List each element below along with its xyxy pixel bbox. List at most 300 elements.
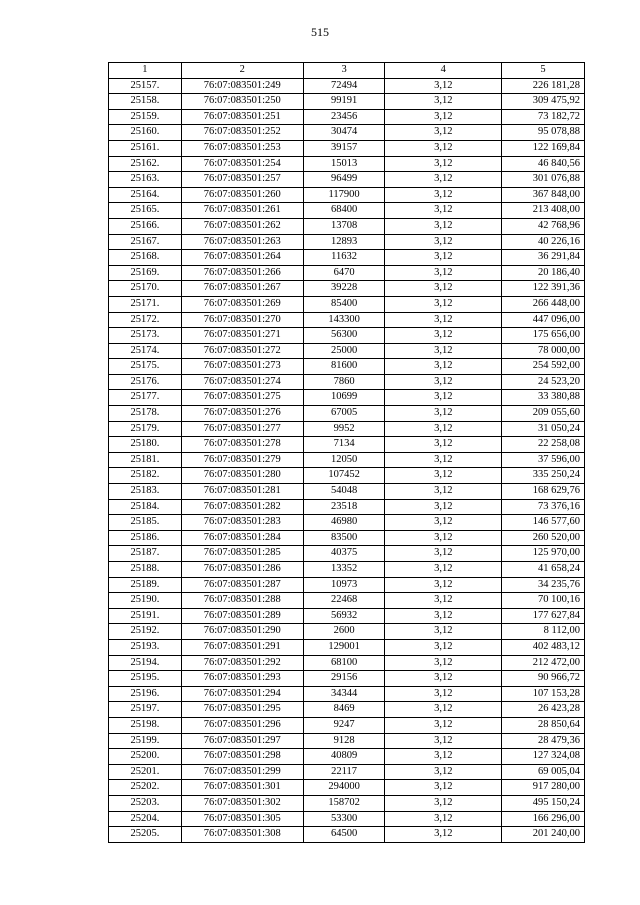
row-number-cell: 25171. — [109, 296, 182, 312]
rate-cell: 3,12 — [385, 452, 502, 468]
amount-cell: 201 240,00 — [502, 827, 585, 843]
table-row — [109, 780, 585, 796]
row-number-cell: 25199. — [109, 733, 182, 749]
row-number-cell: 25188. — [109, 562, 182, 578]
rate-cell: 3,12 — [385, 437, 502, 453]
amount-cell: 34 235,76 — [502, 577, 585, 593]
rate-cell: 3,12 — [385, 764, 502, 780]
row-number-cell: 25166. — [109, 218, 182, 234]
row-number-cell: 25179. — [109, 421, 182, 437]
table-row — [109, 78, 585, 94]
rate-cell: 3,12 — [385, 265, 502, 281]
row-number-cell: 25164. — [109, 187, 182, 203]
table-row — [109, 452, 585, 468]
row-number-cell: 25197. — [109, 702, 182, 718]
value-cell: 8469 — [303, 702, 385, 718]
rate-cell: 3,12 — [385, 374, 502, 390]
value-cell: 39228 — [303, 281, 385, 297]
rate-cell: 3,12 — [385, 795, 502, 811]
cadastral-number-cell: 76:07:083501:254 — [181, 156, 303, 172]
cadastral-number-cell: 76:07:083501:286 — [181, 562, 303, 578]
amount-cell: 335 250,24 — [502, 468, 585, 484]
row-number-cell: 25198. — [109, 717, 182, 733]
amount-cell: 122 169,84 — [502, 140, 585, 156]
cadastral-number-cell: 76:07:083501:272 — [181, 343, 303, 359]
table-row — [109, 94, 585, 110]
rate-cell: 3,12 — [385, 218, 502, 234]
amount-cell: 402 483,12 — [502, 639, 585, 655]
cadastral-number-cell: 76:07:083501:269 — [181, 296, 303, 312]
rate-cell: 3,12 — [385, 624, 502, 640]
value-cell: 39157 — [303, 140, 385, 156]
value-cell: 11632 — [303, 250, 385, 266]
row-number-cell: 25184. — [109, 499, 182, 515]
cadastral-number-cell: 76:07:083501:301 — [181, 780, 303, 796]
rate-cell: 3,12 — [385, 733, 502, 749]
table-row — [109, 172, 585, 188]
table-row — [109, 125, 585, 141]
value-cell: 143300 — [303, 312, 385, 328]
rate-cell: 3,12 — [385, 172, 502, 188]
rate-cell: 3,12 — [385, 639, 502, 655]
value-cell: 34344 — [303, 686, 385, 702]
rate-cell: 3,12 — [385, 671, 502, 687]
page-number: 515 — [311, 25, 329, 39]
row-number-cell: 25178. — [109, 406, 182, 422]
value-cell: 96499 — [303, 172, 385, 188]
amount-cell: 209 055,60 — [502, 406, 585, 422]
table-row — [109, 484, 585, 500]
row-number-cell: 25201. — [109, 764, 182, 780]
value-cell: 99191 — [303, 94, 385, 110]
rate-cell: 3,12 — [385, 468, 502, 484]
cadastral-number-cell: 76:07:083501:284 — [181, 530, 303, 546]
rate-cell: 3,12 — [385, 499, 502, 515]
amount-cell: 495 150,24 — [502, 795, 585, 811]
amount-cell: 42 768,96 — [502, 218, 585, 234]
cadastral-number-cell: 76:07:083501:267 — [181, 281, 303, 297]
value-cell: 67005 — [303, 406, 385, 422]
cadastral-number-cell: 76:07:083501:263 — [181, 234, 303, 250]
column-header: 3 — [303, 63, 385, 79]
table-row — [109, 608, 585, 624]
row-number-cell: 25161. — [109, 140, 182, 156]
rate-cell: 3,12 — [385, 593, 502, 609]
table-row — [109, 593, 585, 609]
table-row — [109, 296, 585, 312]
amount-cell: 73 182,72 — [502, 109, 585, 125]
cadastral-number-cell: 76:07:083501:287 — [181, 577, 303, 593]
table-row — [109, 655, 585, 671]
rate-cell: 3,12 — [385, 702, 502, 718]
table-row — [109, 156, 585, 172]
row-number-cell: 25193. — [109, 639, 182, 655]
table-row — [109, 406, 585, 422]
amount-cell: 254 592,00 — [502, 359, 585, 375]
value-cell: 129001 — [303, 639, 385, 655]
table-header-row — [109, 63, 585, 79]
cadastral-number-cell: 76:07:083501:262 — [181, 218, 303, 234]
amount-cell: 175 656,00 — [502, 328, 585, 344]
row-number-cell: 25200. — [109, 749, 182, 765]
cadastral-number-cell: 76:07:083501:279 — [181, 452, 303, 468]
rate-cell: 3,12 — [385, 827, 502, 843]
row-number-cell: 25194. — [109, 655, 182, 671]
amount-cell: 213 408,00 — [502, 203, 585, 219]
rate-cell: 3,12 — [385, 187, 502, 203]
amount-cell: 8 112,00 — [502, 624, 585, 640]
row-number-cell: 25162. — [109, 156, 182, 172]
rate-cell: 3,12 — [385, 312, 502, 328]
cadastral-number-cell: 76:07:083501:260 — [181, 187, 303, 203]
cadastral-number-cell: 76:07:083501:285 — [181, 546, 303, 562]
amount-cell: 46 840,56 — [502, 156, 585, 172]
value-cell: 13708 — [303, 218, 385, 234]
row-number-cell: 25190. — [109, 593, 182, 609]
amount-cell: 33 380,88 — [502, 390, 585, 406]
amount-cell: 28 479,36 — [502, 733, 585, 749]
row-number-cell: 25165. — [109, 203, 182, 219]
row-number-cell: 25157. — [109, 78, 182, 94]
amount-cell: 78 000,00 — [502, 343, 585, 359]
table-row — [109, 702, 585, 718]
rate-cell: 3,12 — [385, 234, 502, 250]
value-cell: 6470 — [303, 265, 385, 281]
row-number-cell: 25170. — [109, 281, 182, 297]
row-number-cell: 25181. — [109, 452, 182, 468]
table-row — [109, 187, 585, 203]
value-cell: 15013 — [303, 156, 385, 172]
table-row — [109, 639, 585, 655]
amount-cell: 95 078,88 — [502, 125, 585, 141]
rate-cell: 3,12 — [385, 530, 502, 546]
table-row — [109, 562, 585, 578]
amount-cell: 226 181,28 — [502, 78, 585, 94]
table-row — [109, 265, 585, 281]
cadastral-number-cell: 76:07:083501:283 — [181, 515, 303, 531]
cadastral-number-cell: 76:07:083501:308 — [181, 827, 303, 843]
amount-cell: 166 296,00 — [502, 811, 585, 827]
row-number-cell: 25202. — [109, 780, 182, 796]
row-number-cell: 25169. — [109, 265, 182, 281]
rate-cell: 3,12 — [385, 359, 502, 375]
table-row — [109, 250, 585, 266]
rate-cell: 3,12 — [385, 749, 502, 765]
value-cell: 12050 — [303, 452, 385, 468]
value-cell: 56932 — [303, 608, 385, 624]
row-number-cell: 25187. — [109, 546, 182, 562]
table-row — [109, 546, 585, 562]
amount-cell: 212 472,00 — [502, 655, 585, 671]
rate-cell: 3,12 — [385, 717, 502, 733]
table-row — [109, 733, 585, 749]
table-row — [109, 499, 585, 515]
amount-cell: 125 970,00 — [502, 546, 585, 562]
value-cell: 68100 — [303, 655, 385, 671]
cadastral-number-cell: 76:07:083501:270 — [181, 312, 303, 328]
amount-cell: 22 258,08 — [502, 437, 585, 453]
value-cell: 85400 — [303, 296, 385, 312]
amount-cell: 26 423,28 — [502, 702, 585, 718]
value-cell: 64500 — [303, 827, 385, 843]
table-row — [109, 577, 585, 593]
cadastral-number-cell: 76:07:083501:299 — [181, 764, 303, 780]
table-row — [109, 530, 585, 546]
value-cell: 294000 — [303, 780, 385, 796]
value-cell: 7860 — [303, 374, 385, 390]
rate-cell: 3,12 — [385, 125, 502, 141]
amount-cell: 122 391,36 — [502, 281, 585, 297]
row-number-cell: 25183. — [109, 484, 182, 500]
column-header: 4 — [385, 63, 502, 79]
table-row — [109, 468, 585, 484]
amount-cell: 177 627,84 — [502, 608, 585, 624]
table-row — [109, 140, 585, 156]
row-number-cell: 25182. — [109, 468, 182, 484]
row-number-cell: 25159. — [109, 109, 182, 125]
cadastral-number-cell: 76:07:083501:280 — [181, 468, 303, 484]
amount-cell: 37 596,00 — [502, 452, 585, 468]
cadastral-number-cell: 76:07:083501:305 — [181, 811, 303, 827]
rate-cell: 3,12 — [385, 780, 502, 796]
amount-cell: 127 324,08 — [502, 749, 585, 765]
table-row — [109, 795, 585, 811]
cadastral-number-cell: 76:07:083501:271 — [181, 328, 303, 344]
cadastral-number-cell: 76:07:083501:252 — [181, 125, 303, 141]
row-number-cell: 25176. — [109, 374, 182, 390]
value-cell: 23456 — [303, 109, 385, 125]
amount-cell: 40 226,16 — [502, 234, 585, 250]
row-number-cell: 25160. — [109, 125, 182, 141]
table-row — [109, 421, 585, 437]
cadastral-number-cell: 76:07:083501:288 — [181, 593, 303, 609]
row-number-cell: 25174. — [109, 343, 182, 359]
value-cell: 23518 — [303, 499, 385, 515]
table-row — [109, 437, 585, 453]
rate-cell: 3,12 — [385, 546, 502, 562]
table-row — [109, 234, 585, 250]
cadastral-number-cell: 76:07:083501:278 — [181, 437, 303, 453]
cadastral-number-cell: 76:07:083501:293 — [181, 671, 303, 687]
amount-cell: 146 577,60 — [502, 515, 585, 531]
table-row — [109, 811, 585, 827]
table-row — [109, 218, 585, 234]
amount-cell: 41 658,24 — [502, 562, 585, 578]
value-cell: 30474 — [303, 125, 385, 141]
table-row — [109, 686, 585, 702]
amount-cell: 168 629,76 — [502, 484, 585, 500]
value-cell: 25000 — [303, 343, 385, 359]
column-header: 2 — [181, 63, 303, 79]
rate-cell: 3,12 — [385, 281, 502, 297]
amount-cell: 36 291,84 — [502, 250, 585, 266]
row-number-cell: 25189. — [109, 577, 182, 593]
cadastral-number-cell: 76:07:083501:294 — [181, 686, 303, 702]
cadastral-number-cell: 76:07:083501:264 — [181, 250, 303, 266]
value-cell: 46980 — [303, 515, 385, 531]
rate-cell: 3,12 — [385, 608, 502, 624]
cadastral-number-cell: 76:07:083501:282 — [181, 499, 303, 515]
table-row — [109, 109, 585, 125]
value-cell: 54048 — [303, 484, 385, 500]
table-row — [109, 203, 585, 219]
table-row — [109, 515, 585, 531]
amount-cell: 69 005,04 — [502, 764, 585, 780]
amount-cell: 31 050,24 — [502, 421, 585, 437]
rate-cell: 3,12 — [385, 484, 502, 500]
cadastral-number-cell: 76:07:083501:295 — [181, 702, 303, 718]
rate-cell: 3,12 — [385, 78, 502, 94]
value-cell: 117900 — [303, 187, 385, 203]
cadastral-number-cell: 76:07:083501:292 — [181, 655, 303, 671]
row-number-cell: 25167. — [109, 234, 182, 250]
row-number-cell: 25163. — [109, 172, 182, 188]
value-cell: 68400 — [303, 203, 385, 219]
amount-cell: 301 076,88 — [502, 172, 585, 188]
rate-cell: 3,12 — [385, 343, 502, 359]
rate-cell: 3,12 — [385, 515, 502, 531]
column-header: 5 — [502, 63, 585, 79]
cadastral-number-cell: 76:07:083501:281 — [181, 484, 303, 500]
rate-cell: 3,12 — [385, 140, 502, 156]
table-row — [109, 827, 585, 843]
value-cell: 9952 — [303, 421, 385, 437]
rate-cell: 3,12 — [385, 406, 502, 422]
row-number-cell: 25185. — [109, 515, 182, 531]
row-number-cell: 25177. — [109, 390, 182, 406]
amount-cell: 266 448,00 — [502, 296, 585, 312]
cadastral-number-cell: 76:07:083501:277 — [181, 421, 303, 437]
row-number-cell: 25186. — [109, 530, 182, 546]
value-cell: 9247 — [303, 717, 385, 733]
table-row — [109, 312, 585, 328]
cadastral-number-cell: 76:07:083501:273 — [181, 359, 303, 375]
amount-cell: 367 848,00 — [502, 187, 585, 203]
row-number-cell: 25175. — [109, 359, 182, 375]
amount-cell: 447 096,00 — [502, 312, 585, 328]
table-row — [109, 343, 585, 359]
amount-cell: 107 153,28 — [502, 686, 585, 702]
table-row — [109, 749, 585, 765]
table-row — [109, 390, 585, 406]
row-number-cell: 25204. — [109, 811, 182, 827]
cadastral-number-cell: 76:07:083501:261 — [181, 203, 303, 219]
value-cell: 29156 — [303, 671, 385, 687]
table-body — [109, 78, 585, 842]
row-number-cell: 25180. — [109, 437, 182, 453]
rate-cell: 3,12 — [385, 686, 502, 702]
value-cell: 81600 — [303, 359, 385, 375]
cadastral-number-cell: 76:07:083501:257 — [181, 172, 303, 188]
cadastral-number-cell: 76:07:083501:253 — [181, 140, 303, 156]
value-cell: 107452 — [303, 468, 385, 484]
cadastral-number-cell: 76:07:083501:251 — [181, 109, 303, 125]
cadastral-number-cell: 76:07:083501:298 — [181, 749, 303, 765]
row-number-cell: 25203. — [109, 795, 182, 811]
column-header: 1 — [109, 63, 182, 79]
cadastral-number-cell: 76:07:083501:290 — [181, 624, 303, 640]
value-cell: 10699 — [303, 390, 385, 406]
amount-cell: 73 376,16 — [502, 499, 585, 515]
table-row — [109, 328, 585, 344]
cadastral-number-cell: 76:07:083501:297 — [181, 733, 303, 749]
row-number-cell: 25191. — [109, 608, 182, 624]
row-number-cell: 25192. — [109, 624, 182, 640]
cadastral-number-cell: 76:07:083501:276 — [181, 406, 303, 422]
amount-cell: 28 850,64 — [502, 717, 585, 733]
value-cell: 12893 — [303, 234, 385, 250]
value-cell: 10973 — [303, 577, 385, 593]
row-number-cell: 25205. — [109, 827, 182, 843]
value-cell: 83500 — [303, 530, 385, 546]
rate-cell: 3,12 — [385, 421, 502, 437]
rate-cell: 3,12 — [385, 296, 502, 312]
row-number-cell: 25158. — [109, 94, 182, 110]
table-row — [109, 717, 585, 733]
value-cell: 22468 — [303, 593, 385, 609]
amount-cell: 309 475,92 — [502, 94, 585, 110]
rate-cell: 3,12 — [385, 577, 502, 593]
amount-cell: 260 520,00 — [502, 530, 585, 546]
cadastral-number-cell: 76:07:083501:296 — [181, 717, 303, 733]
value-cell: 53300 — [303, 811, 385, 827]
rate-cell: 3,12 — [385, 203, 502, 219]
value-cell: 13352 — [303, 562, 385, 578]
rate-cell: 3,12 — [385, 156, 502, 172]
table-row — [109, 359, 585, 375]
rate-cell: 3,12 — [385, 390, 502, 406]
value-cell: 56300 — [303, 328, 385, 344]
rate-cell: 3,12 — [385, 250, 502, 266]
cadastral-number-cell: 76:07:083501:266 — [181, 265, 303, 281]
amount-cell: 70 100,16 — [502, 593, 585, 609]
rate-cell: 3,12 — [385, 562, 502, 578]
row-number-cell: 25196. — [109, 686, 182, 702]
table-row — [109, 281, 585, 297]
row-number-cell: 25195. — [109, 671, 182, 687]
value-cell: 40375 — [303, 546, 385, 562]
value-cell: 7134 — [303, 437, 385, 453]
cadastral-number-cell: 76:07:083501:249 — [181, 78, 303, 94]
cadastral-number-cell: 76:07:083501:289 — [181, 608, 303, 624]
amount-cell: 24 523,20 — [502, 374, 585, 390]
rate-cell: 3,12 — [385, 655, 502, 671]
value-cell: 158702 — [303, 795, 385, 811]
rate-cell: 3,12 — [385, 328, 502, 344]
cadastral-number-cell: 76:07:083501:302 — [181, 795, 303, 811]
amount-cell: 90 966,72 — [502, 671, 585, 687]
cadastral-number-cell: 76:07:083501:250 — [181, 94, 303, 110]
value-cell: 9128 — [303, 733, 385, 749]
table-row — [109, 624, 585, 640]
cadastral-number-cell: 76:07:083501:274 — [181, 374, 303, 390]
row-number-cell: 25173. — [109, 328, 182, 344]
data-table — [108, 62, 585, 843]
value-cell: 2600 — [303, 624, 385, 640]
row-number-cell: 25168. — [109, 250, 182, 266]
rate-cell: 3,12 — [385, 94, 502, 110]
value-cell: 22117 — [303, 764, 385, 780]
rate-cell: 3,12 — [385, 109, 502, 125]
table-row — [109, 374, 585, 390]
row-number-cell: 25172. — [109, 312, 182, 328]
table-row — [109, 671, 585, 687]
amount-cell: 20 186,40 — [502, 265, 585, 281]
amount-cell: 917 280,00 — [502, 780, 585, 796]
rate-cell: 3,12 — [385, 811, 502, 827]
table-row — [109, 764, 585, 780]
value-cell: 40809 — [303, 749, 385, 765]
